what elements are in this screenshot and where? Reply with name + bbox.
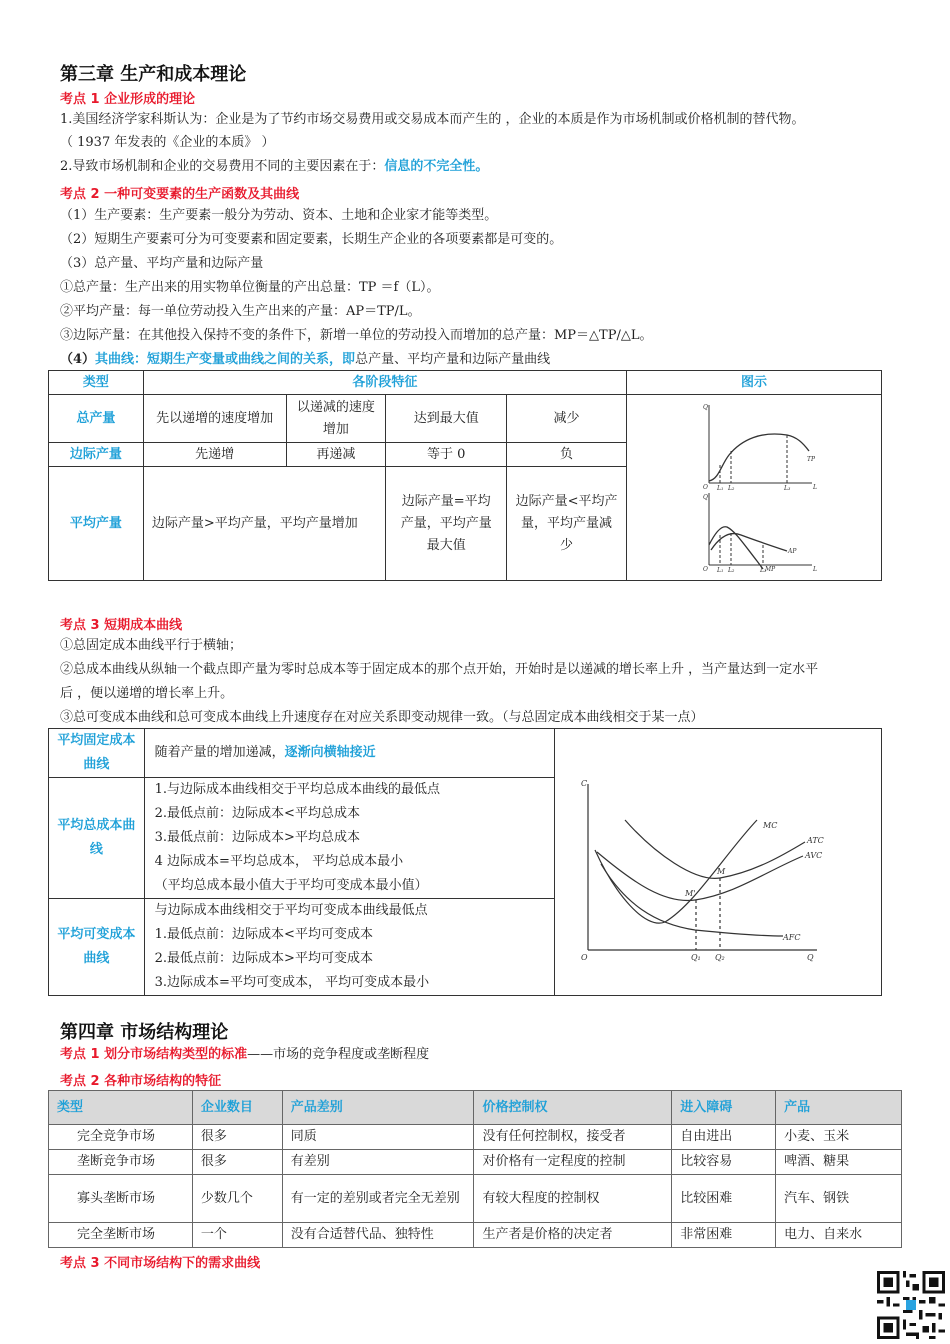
cell: 垄断竞争市场: [49, 1150, 193, 1175]
row-afc-text: [144, 729, 554, 778]
table-row: [49, 1175, 902, 1223]
col-header: 类型: [49, 1091, 193, 1125]
label-l1-bottom: L₁: [716, 567, 724, 574]
avc-line: 2.最低点前：边际成本>平均可变成本: [154, 951, 373, 966]
kp2-line3: （3）总产量、平均产量和边际产量: [60, 256, 264, 271]
row-ap-label: 平均产量: [49, 467, 144, 581]
row-afc-label: 平均固定成本曲线: [49, 729, 145, 778]
kp3-line1: ①总固定成本曲线平行于横轴；: [60, 638, 243, 653]
row-mp-label: 边际产量: [49, 443, 144, 467]
label-l2-bottom: L₂: [727, 567, 735, 574]
label-o-bottom: O: [702, 566, 708, 573]
kp2-line2: （2）短期生产要素可分为可变要素和固定要素，长期生产企业的各项要素都是可变的。: [60, 232, 563, 247]
cell: 先以递增的速度增加: [143, 395, 286, 443]
cell: 完全垄断市场: [49, 1223, 193, 1248]
cell: 一个: [192, 1223, 282, 1248]
cell: 边际产量>平均产量，平均产量增加: [143, 467, 386, 581]
cell: 非常困难: [672, 1223, 776, 1248]
th-type: 类型: [49, 371, 144, 395]
th-figure: 图示: [626, 371, 881, 395]
label-c: C: [580, 779, 588, 788]
label-q-cost: Q: [806, 953, 814, 962]
cost-figure-cell: [554, 729, 881, 996]
row-atc-label: 平均总成本曲线: [49, 778, 145, 899]
label-l3-top: L₃: [783, 485, 791, 492]
cell: 生产者是价格的决定者: [474, 1223, 672, 1248]
label-o-top: O: [702, 484, 708, 491]
label-q2: Q₂: [714, 953, 725, 962]
label-tp: TP: [806, 456, 816, 463]
atc-line: 4 边际成本=平均总成本， 平均总成本最小: [154, 854, 404, 869]
kp1-p1: 1.美国经济学家科斯认为：企业是为了节约市场交易费用或交易成本而产生的 ，企业的本质是作为市场机制或价格机制的替代物。: [60, 112, 805, 127]
ch4-kp3-title: 考点 3 不同市场结构下的需求曲线: [60, 1256, 261, 1271]
cell: 啤酒、糖果: [776, 1150, 902, 1175]
cell: 减少: [507, 395, 627, 443]
col-header: 产品: [776, 1091, 902, 1125]
cost-table: [48, 728, 882, 996]
kp1-p2: [60, 157, 488, 177]
col-header: 产品差别: [282, 1091, 474, 1125]
mc-curve: [595, 820, 757, 923]
tp-curve: [709, 434, 809, 481]
kp2-line7-num: （4）: [60, 352, 96, 367]
qr-code-icon[interactable]: [877, 1271, 945, 1339]
label-o-cost: O: [580, 953, 588, 962]
avc-line: 1.最低点前：边际成本<平均可变成本: [154, 927, 373, 942]
cell: 电力、自来水: [776, 1223, 902, 1248]
cell: 同质: [282, 1125, 474, 1150]
production-table: [48, 370, 882, 581]
label-mp: MP: [764, 566, 776, 573]
ch4-kp2-title: 考点 2 各种市场结构的特征: [60, 1074, 222, 1089]
kp2-title: 考点 2 一种可变要素的生产函数及其曲线: [60, 187, 300, 202]
atc-line: 2.最低点前：边际成本<平均总成本: [154, 806, 360, 821]
label-atc: ATC: [806, 836, 824, 845]
figure-cell: [626, 395, 881, 581]
kp2-line1: （1）生产要素：生产要素一般分为劳动、资本、土地和企业家才能等类型。: [60, 208, 498, 223]
cell: 寡头垄断市场: [49, 1175, 193, 1223]
avc-line: 与边际成本曲线相交于平均可变成本曲线最低点: [154, 903, 428, 918]
cell: 汽车、钢铁: [776, 1175, 902, 1223]
cell: 小麦、玉米: [776, 1125, 902, 1150]
kp1-p2-text: 2.导致市场机制和企业的交易费用不同的主要因素在于：: [60, 159, 385, 174]
cell: 自由进出: [672, 1125, 776, 1150]
kp3-title: 考点 3 短期成本曲线: [60, 618, 183, 633]
label-l-top: L: [812, 484, 817, 491]
label-q-bottom: Q: [702, 494, 708, 501]
ap-curve: [711, 534, 787, 551]
label-q-top: Q: [702, 404, 708, 411]
table-row: [49, 1150, 902, 1175]
label-q1: Q₁: [690, 953, 701, 962]
avc-line: 3.边际成本=平均可变成本， 平均可变成本最小: [154, 975, 430, 990]
cost-curves-figure: [555, 754, 881, 970]
table-row: [49, 1223, 902, 1248]
kp3-line2: ②总成本曲线从纵轴一个截点即产量为零时总成本等于固定成本的那个点开始，开始时是以递减的增长率上升 ，当产量达到一定水平: [60, 662, 819, 677]
label-m: M: [716, 867, 726, 876]
cell: 很多: [192, 1125, 282, 1150]
cell: 没有合适替代品、独特性: [282, 1223, 474, 1248]
atc-line: 1.与边际成本曲线相交于平均总成本曲线的最低点: [154, 782, 441, 797]
row-avc-text: [144, 899, 554, 996]
afc-text: 随着产量的增加递减，: [154, 745, 285, 760]
col-header: 企业数目: [192, 1091, 282, 1125]
label-avc: AVC: [804, 851, 823, 860]
table-row: [49, 1125, 902, 1150]
kp2-line7: [60, 350, 550, 370]
market-structure-table: [48, 1090, 902, 1248]
kp2-line5: ②平均产量：每一单位劳动投入生产出来的产量：AP＝TP/L。: [60, 304, 421, 319]
atc-curve: [625, 820, 805, 878]
label-l3-bottom: L₃: [759, 567, 767, 574]
ch4-kp1-title: 考点 1 划分市场结构类型的标准: [60, 1047, 248, 1062]
cell: 边际产量=平均产量，平均产量最大值: [386, 467, 507, 581]
cell: 很多: [192, 1150, 282, 1175]
kp2-line6: ③边际产量：在其他投入保持不变的条件下，新增一单位的劳动投入而增加的总产量：MP＝△TP/△L。: [60, 328, 653, 343]
atc-line: 3.最低点前：边际成本>平均总成本: [154, 830, 360, 845]
chapter4-title: 第四章 市场结构理论: [60, 1022, 229, 1043]
cell: 对价格有一定程度的控制: [474, 1150, 672, 1175]
cell: 先递增: [143, 443, 286, 467]
cell: 以递减的速度增加: [286, 395, 386, 443]
row-avc-label: 平均可变成本曲线: [49, 899, 145, 996]
kp2-line7-rest: 总产量、平均产量和边际产量曲线: [355, 352, 551, 367]
kp1-title: 考点 1 企业形成的理论: [60, 92, 196, 107]
col-header: 价格控制权: [474, 1091, 672, 1125]
col-header: 进入障碍: [672, 1091, 776, 1125]
label-l-bottom: L: [812, 566, 817, 573]
afc-highlight: 逐渐向横轴接近: [284, 745, 376, 760]
kp2-line7-hl: 其曲线：短期生产变量或曲线之间的关系，即: [95, 352, 356, 367]
kp3-line2b: 后 ，便以递增的增长率上升。: [60, 686, 234, 701]
ch4-kp1-text: ——市场的竞争程度或垄断程度: [247, 1047, 430, 1062]
ch4-kp1: [60, 1045, 429, 1065]
cell: 完全竞争市场: [49, 1125, 193, 1150]
cell: 比较困难: [672, 1175, 776, 1223]
cell: 等于 0: [386, 443, 507, 467]
label-ap: AP: [787, 548, 797, 555]
cell: 比较容易: [672, 1150, 776, 1175]
cell: 边际产量<平均产量，平均产量减少: [507, 467, 627, 581]
label-l2-top: L₂: [727, 485, 735, 492]
th-stage: 各阶段特征: [143, 371, 626, 395]
cell: 少数几个: [192, 1175, 282, 1223]
label-mc: MC: [762, 821, 778, 830]
label-afc: AFC: [782, 933, 801, 942]
kp3-line3: ③总可变成本曲线和总可变成本曲线上升速度存在对应关系即变动规律一致。（与总固定成本曲线相交于某一点）: [60, 710, 704, 725]
cell: 有一定的差别或者完全无差别: [282, 1175, 474, 1223]
kp1-p1b: （ 1937 年发表的《企业的本质》 ）: [60, 135, 275, 150]
label-l1-top: L₁: [716, 485, 724, 492]
atc-line: （平均总成本最小值大于平均可变成本最小值）: [154, 878, 428, 893]
production-curves-figure: [627, 395, 881, 580]
cell: 有较大程度的控制权: [474, 1175, 672, 1223]
cell: 没有任何控制权，接受者: [474, 1125, 672, 1150]
row-atc-text: [144, 778, 554, 899]
label-m-prime: M': [684, 889, 696, 898]
kp2-line4: ①总产量：生产出来的用实物单位衡量的产出总量：TP ＝f（L）。: [60, 280, 440, 295]
cell: 负: [507, 443, 627, 467]
chapter3-title: 第三章 生产和成本理论: [60, 64, 247, 85]
cell: 有差别: [282, 1150, 474, 1175]
cell: 再递减: [286, 443, 386, 467]
cell: 达到最大值: [386, 395, 507, 443]
row-tp-label: 总产量: [49, 395, 144, 443]
kp1-p2-highlight: 信息的不完全性。: [384, 159, 489, 174]
